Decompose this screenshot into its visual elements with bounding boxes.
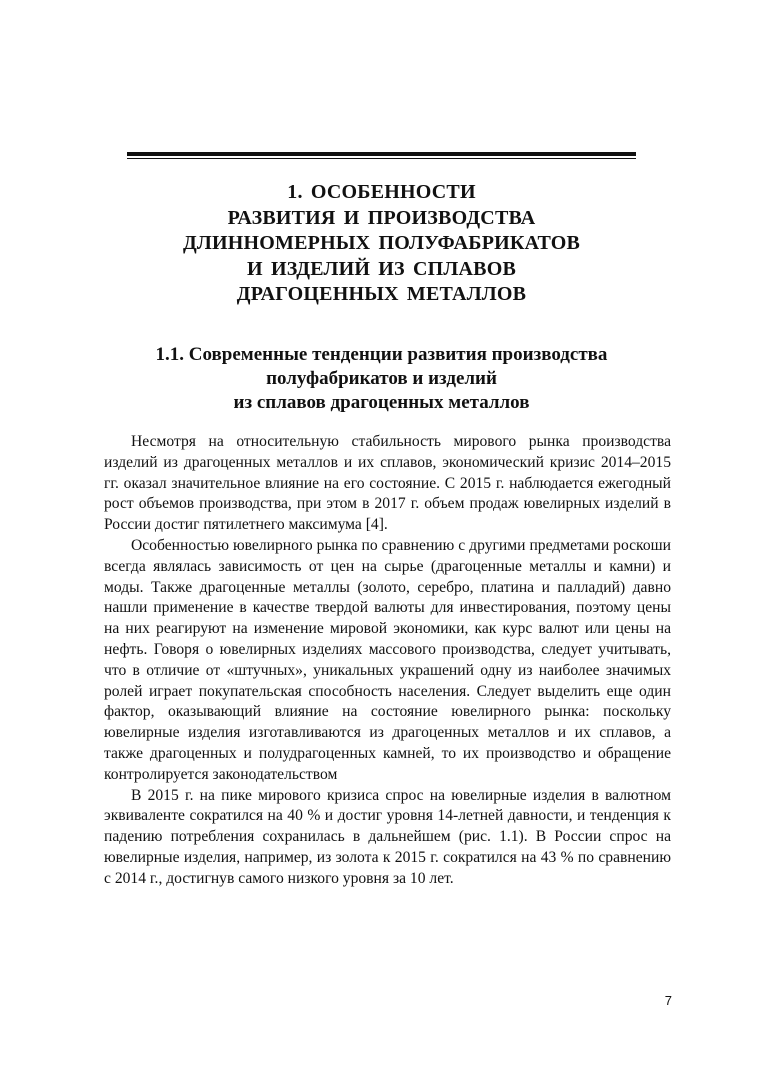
chapter-title-line: ДЛИННОМЕРНЫХ ПОЛУФАБРИКАТОВ [182, 232, 581, 254]
page-number: 7 [664, 993, 672, 1008]
chapter-title-line: РАЗВИТИЯ И ПРОИЗВОДСТВА [227, 206, 536, 229]
chapter-title-line: 1. ОСОБЕННОСТИ [287, 181, 476, 203]
chapter-title-line: И ИЗДЕЛИЙ ИЗ СПЛАВОВ [247, 257, 516, 280]
header-rule-thick [127, 152, 636, 156]
section-title-line: полуфабрикатов и изделий [266, 368, 497, 389]
chapter-title-line: ДРАГОЦЕННЫХ МЕТАЛЛОВ [236, 283, 527, 305]
paragraph: Несмотря на относительную стабильность мирового рынка производства изделий из драгоценных металлов и их сплавов, экономический кризис 2014–2015 гг. оказал значительное влияние на его состояние. С 2015 г. наблюдается ежегодный рост объемов производства, при этом в 2017 г. объем продаж ювелирных изделий в России достиг пятилетнего максимума [4]. [104, 433, 671, 534]
section-title-line: 1.1. Современные тенденции развития производства [155, 344, 608, 365]
section-title [110, 343, 653, 415]
paragraph: Особенностью ювелирного рынка по сравнению с другими предметами роскоши всегда являлась зависимость от цен на сырье (драгоценные металлы и камни) и моды. Также драгоценные металлы (золото, серебро, платина и палладий) давно нашли применение в качестве твердой валюты для инвестирования, поэтому цены на них реагируют на изменение мировой экономики, как курс валют или цены на нефть. Говоря о ювелирных изделиях массового производства, следует учитывать, что в отличие от «штучных», уникальных украшений одну из наиболее значимых ролей играет покупательская способность населения. Следует выделить еще один фактор, оказывающий влияние на состояние ювелирного рынка: поскольку ювелирные изделия изготавливаются из драгоценных металлов и их сплавов, а также драгоценных и полудрагоценных камней, то их производство и обращение контролируется законодательством [104, 536, 671, 783]
section-title-line: из сплавов драгоценных металлов [233, 392, 530, 413]
header-rule-thin [127, 158, 636, 159]
chapter-title [127, 180, 636, 308]
body-text [104, 432, 671, 890]
paragraph: В 2015 г. на пике мирового кризиса спрос на ювелирные изделия в валютном эквиваленте сократился на 40 % и достиг уровня 14-летней давности, и тенденция к падению потребления сохранилась в дальнейшем (рис. 1.1). В России спрос на ювелирные изделия, например, из золота к 2015 г. сократился на 43 % по сравнению с 2014 г., достигнув самого низкого уровня за 10 лет. [104, 786, 671, 887]
